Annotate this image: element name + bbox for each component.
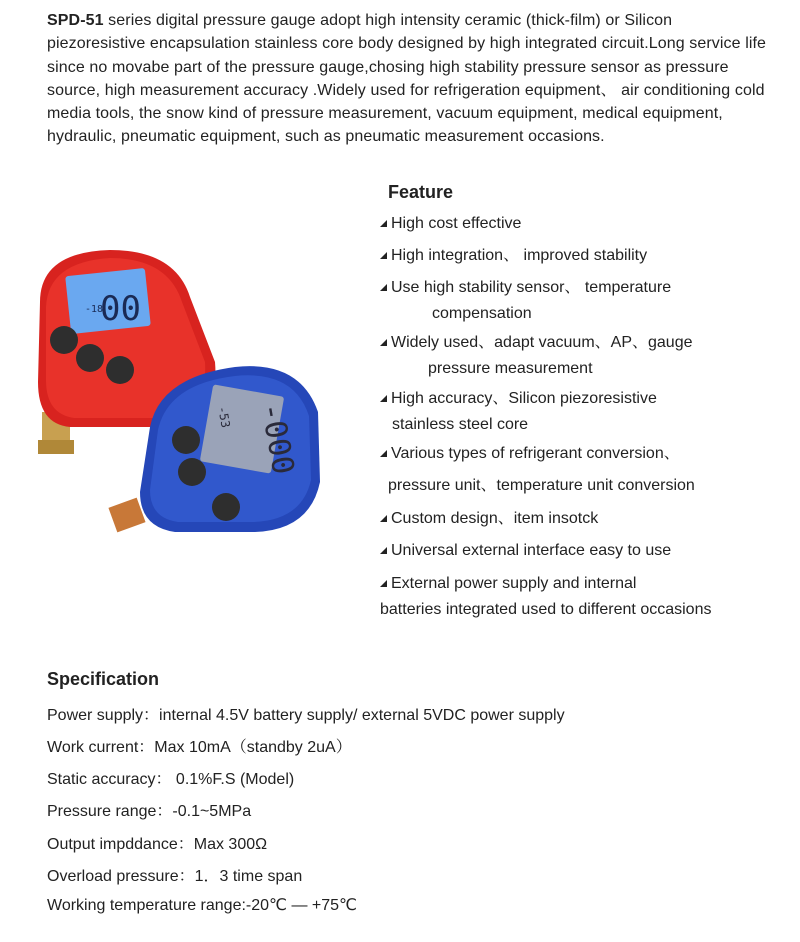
spec-row-overload-pressure: Overload pressure：1．3 time span bbox=[47, 868, 303, 885]
blue-display-small: -53 bbox=[215, 405, 233, 429]
spec-row-pressure-range: Pressure range：-0.1~5MPa bbox=[47, 803, 252, 820]
feature-item-7: Custom design、item insotck bbox=[380, 506, 598, 532]
blue-display-value: -000 bbox=[253, 400, 301, 478]
feature-item-5: High accuracy、Silicon piezoresistive stainless steel core bbox=[380, 386, 657, 438]
feature-item-6: Various types of refrigerant conversion、 pressure unit、temperature unit conversion bbox=[380, 441, 695, 505]
feature-item-8: Universal external interface easy to use bbox=[380, 538, 671, 564]
feature-item-1: High cost effective bbox=[380, 211, 521, 237]
product-photo bbox=[0, 212, 380, 592]
triangle-bullet-icon bbox=[380, 450, 387, 457]
triangle-bullet-icon bbox=[380, 515, 387, 522]
red-display-small: -18 bbox=[85, 304, 104, 315]
triangle-bullet-icon bbox=[380, 547, 387, 554]
triangle-bullet-icon bbox=[380, 220, 387, 227]
blue-gauge-button-2[interactable] bbox=[178, 458, 206, 486]
blue-gauge-button-1[interactable] bbox=[172, 426, 200, 454]
feature-item-3: Use high stability sensor、 temperature compensation bbox=[380, 275, 671, 327]
red-display-value: 00 bbox=[100, 289, 141, 329]
triangle-bullet-icon bbox=[380, 395, 387, 402]
blue-gauge-button-3[interactable] bbox=[212, 493, 240, 521]
triangle-bullet-icon bbox=[380, 580, 387, 587]
model-name: SPD-51 bbox=[47, 12, 104, 29]
feature-item-2: High integration、 improved stability bbox=[380, 243, 647, 269]
red-gauge-button-2[interactable] bbox=[76, 344, 104, 372]
triangle-bullet-icon bbox=[380, 339, 387, 346]
blue-gauge-fitting bbox=[108, 498, 145, 533]
triangle-bullet-icon bbox=[380, 284, 387, 291]
intro-text: series digital pressure gauge adopt high intensity ceramic (thick-film) or Silicon piezoresistive encapsulation stainless core body designed by high integrated circuit.Long service life since no movabe part of the pressure gauge,chosing high stability pressure sensor as pressure source, high measurement accuracy .Widely used for refrigeration equipment、 air conditioning cold media tools, the snow kind of pressure measurement, vacuum equipment, medical equipment, hydraulic, pneumatic equipment, such as pneumatic measurement occasions. bbox=[47, 12, 767, 146]
specification-title: Specification bbox=[47, 669, 160, 689]
red-gauge-button-3[interactable] bbox=[106, 356, 134, 384]
spec-row-power-supply: Power supply：internal 4.5V battery supply/ external 5VDC power supply bbox=[47, 707, 565, 724]
feature-item-9: External power supply and internal batteries integrated used to different occasions bbox=[380, 575, 712, 618]
triangle-bullet-icon bbox=[380, 252, 387, 259]
feature-item-4: Widely used、adapt vacuum、AP、gauge pressure measurement bbox=[380, 330, 693, 382]
spec-row-output-impedance: Output impddance：Max 300Ω bbox=[47, 836, 268, 853]
feature-title: Feature bbox=[388, 182, 454, 202]
red-gauge-button-1[interactable] bbox=[50, 326, 78, 354]
intro-paragraph bbox=[47, 9, 767, 149]
spec-row-working-temperature: Working temperature range:-20℃ — +75℃ bbox=[47, 897, 358, 914]
spec-row-work-current: Work current：Max 10mA（standby 2uA） bbox=[47, 739, 352, 756]
spec-row-static-accuracy: Static accuracy： 0.1%F.S (Model) bbox=[47, 771, 295, 788]
